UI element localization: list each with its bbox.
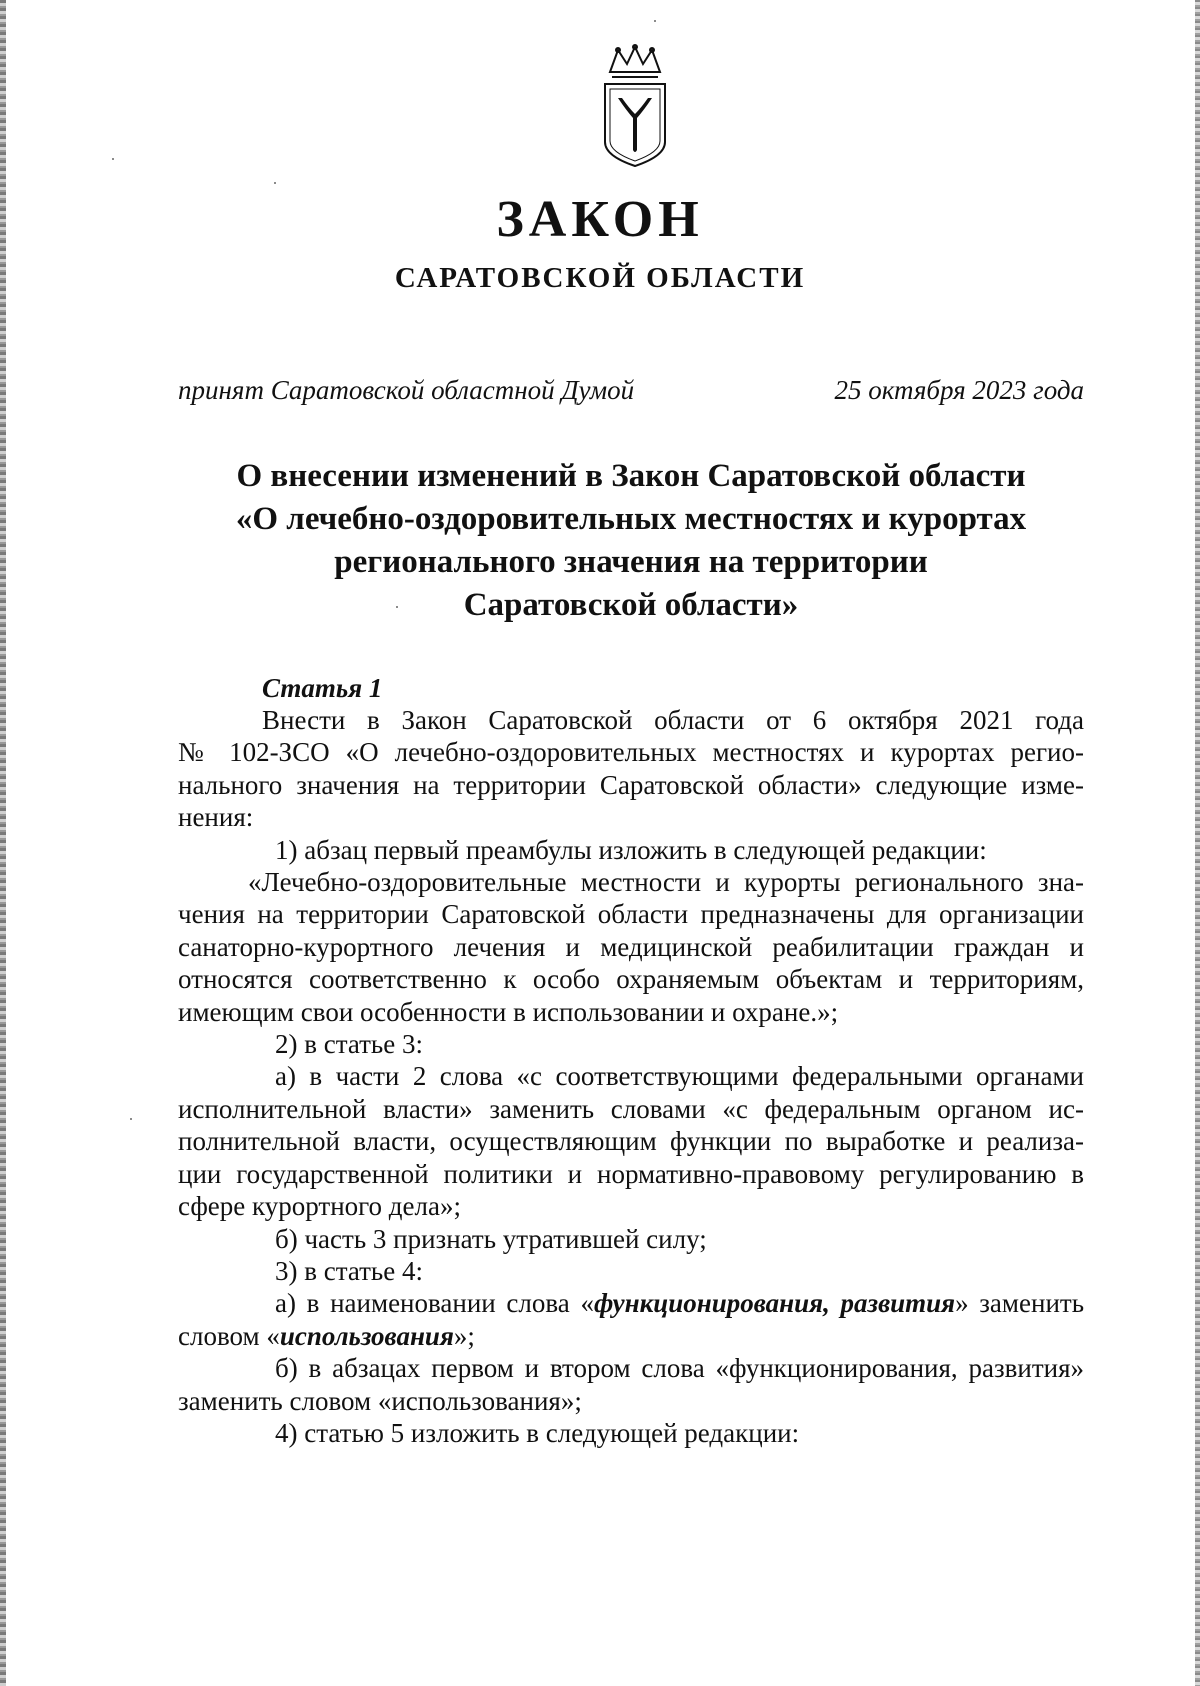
emphasis-text: функционирования, развития — [593, 1288, 956, 1319]
text-run: словом « — [178, 1320, 280, 1351]
adopted-date: 25 октября 2023 года — [834, 375, 1084, 405]
scan-edge-right — [1195, 0, 1200, 1686]
emphasis-text: использования — [279, 1320, 454, 1351]
scan-speck — [112, 158, 114, 160]
text-line — [178, 1320, 1084, 1352]
scan-speck — [396, 606, 398, 608]
text-line: санаторно-курортного лечения и медицинской реабилитации граждан и — [178, 931, 1084, 962]
heading-line: «О лечебно-оздоровительных местностях и курортах — [235, 501, 1027, 537]
scan-speck — [130, 1118, 132, 1120]
article-label: Статья 1 — [262, 673, 383, 703]
document-body — [178, 704, 1084, 1449]
text-line: № 102-ЗСО «О лечебно-оздоровительных местностях и курортах регио- — [178, 737, 1084, 768]
heading-line: О внесении изменений в Закон Саратовской области — [236, 458, 1026, 494]
text-run: а) в наименовании слова « — [275, 1288, 594, 1319]
scan-edge-left — [0, 0, 6, 1686]
text-line: исполнительной власти» заменить словами «с федеральным органом ис- — [178, 1093, 1084, 1124]
text-line: 4) статью 5 изложить в следующей редакции: — [275, 1417, 800, 1448]
text-line: б) в абзацах первом и втором слова «функционирования, развития» — [275, 1353, 1084, 1384]
document-heading — [178, 455, 1084, 627]
heading-line: Саратовской области» — [463, 587, 799, 623]
text-line: б) часть 3 признать утратившей силу; — [275, 1223, 707, 1254]
text-line: а) в части 2 слова «с соответствующими федеральными органами — [275, 1061, 1084, 1092]
scan-speck — [274, 182, 276, 184]
text-line: Внести в Закон Саратовской области от 6 октября 2021 года — [262, 705, 1084, 735]
scan-speck — [654, 20, 656, 22]
text-line: заменить словом «использования»; — [178, 1385, 582, 1416]
text-line: полнительной власти, осуществляющим функции по выработке и реализа- — [178, 1126, 1084, 1157]
text-run: » заменить — [955, 1288, 1085, 1319]
text-line: нального значения на территории Саратовской области» следующие изме- — [178, 769, 1084, 800]
text-line: нения: — [178, 802, 254, 833]
saratov-coat-of-arms-icon — [596, 44, 674, 168]
text-line — [178, 1287, 1084, 1319]
text-run: »; — [453, 1320, 475, 1351]
text-line: 2) в статье 3: — [275, 1029, 423, 1060]
text-line: ции государственной политики и нормативно-правовому регулированию в — [178, 1158, 1084, 1189]
law-title: ЗАКОН — [496, 191, 704, 248]
heading-line: регионального значения на территории — [334, 544, 928, 580]
text-line: относятся соответственно к особо охраняемым объектам и территориям, — [178, 964, 1084, 995]
adopted-by: принят Саратовской областной Думой — [178, 375, 635, 405]
text-line: чения на территории Саратовской области предназначены для организации — [178, 899, 1084, 930]
text-line: «Лечебно-оздоровительные местности и курорты регионального зна- — [248, 867, 1084, 898]
text-line: сфере курортного дела»; — [178, 1191, 461, 1222]
text-line: имеющим свои особенности в использовании и охране.»; — [178, 996, 839, 1027]
text-line: 1) абзац первый преамбулы изложить в следующей редакции: — [275, 834, 987, 865]
law-subtitle: САРАТОВСКОЙ ОБЛАСТИ — [394, 262, 806, 294]
text-line: 3) в статье 4: — [275, 1255, 423, 1286]
